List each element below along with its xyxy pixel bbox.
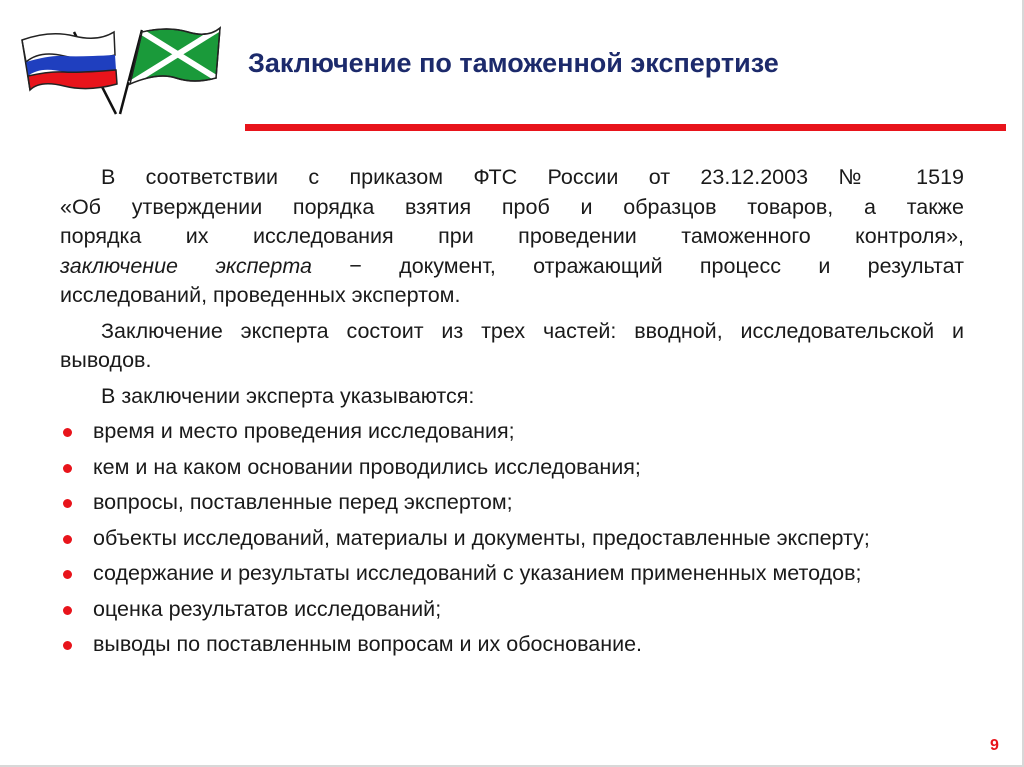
p1-line4: − документ, отражающий процесс и результат xyxy=(311,253,964,278)
p1-line5: исследований, проведенных экспертом. xyxy=(60,283,461,307)
p1-line1: В соответствии с приказом ФТС России от 23.12.2003 № 1519 xyxy=(101,165,964,189)
customs-flag-icon xyxy=(120,28,220,114)
bullet-icon xyxy=(63,428,72,437)
russia-flag-icon xyxy=(22,32,117,114)
page-number: 9 xyxy=(990,737,999,754)
p1-line2: «Об утверждении порядка взятия проб и образцов товаров, а также xyxy=(60,194,964,219)
paragraph-definition-end xyxy=(60,281,964,311)
bullet-icon xyxy=(63,570,72,579)
p1-line3: порядка их исследования при проведении таможенного контроля», xyxy=(60,224,964,248)
list-item: время и место проведения исследования; xyxy=(0,417,964,447)
paragraph-order-cont2 xyxy=(60,222,964,252)
flags-emblem xyxy=(16,22,226,118)
paragraph-order-cont xyxy=(60,193,964,223)
list-item: оценка результатов исследований; xyxy=(0,595,964,625)
bullet-icon xyxy=(63,641,72,650)
paragraph-list-intro: В заключении эксперта указываются: xyxy=(101,383,475,408)
expert-conclusion-term: заключение эксперта xyxy=(60,253,312,278)
slide-body xyxy=(60,163,964,666)
list-item: объекты исследований, материалы и документы, предоставленные эксперту; xyxy=(0,524,964,554)
list-item: выводы по поставленным вопросам и их обоснование. xyxy=(0,630,964,660)
conclusion-items-list xyxy=(0,417,964,660)
list-item: кем и на каком основании проводились исследования; xyxy=(0,453,964,483)
slide-title: Заключение по таможенной экспертизе xyxy=(248,48,779,78)
bullet-icon xyxy=(63,464,72,473)
title-underline xyxy=(245,124,1006,131)
bullet-icon xyxy=(63,606,72,615)
paragraph-structure: Заключение эксперта состоит из трех частей: вводной, исследовательской и выводов. xyxy=(60,318,964,372)
bullet-icon xyxy=(63,535,72,544)
list-item: содержание и результаты исследований с указанием примененных методов; xyxy=(0,559,964,589)
paragraph-order-reference xyxy=(60,163,964,193)
bullet-icon xyxy=(63,499,72,508)
paragraph-definition xyxy=(60,252,964,282)
list-item: вопросы, поставленные перед экспертом; xyxy=(0,488,964,518)
